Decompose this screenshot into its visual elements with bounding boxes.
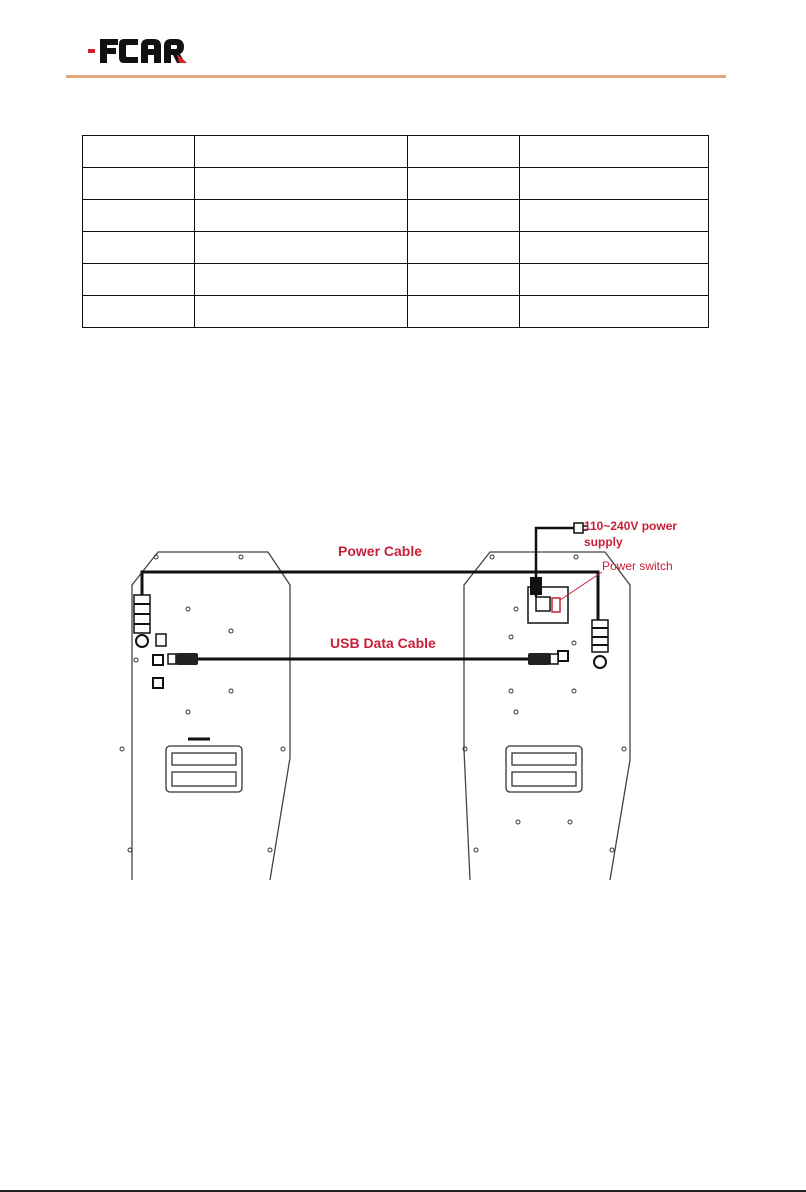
table-cell <box>520 136 709 168</box>
table-cell <box>194 168 408 200</box>
left-usb-port <box>153 655 163 665</box>
table-cell <box>408 296 520 328</box>
power-switch <box>552 598 560 612</box>
table-cell <box>194 296 408 328</box>
table-cell <box>194 200 408 232</box>
table-row <box>83 232 709 264</box>
table-cell <box>194 136 408 168</box>
usb-cable-right-plug <box>528 653 558 665</box>
header-rule <box>66 75 726 78</box>
table-row <box>83 168 709 200</box>
right-round-port <box>594 656 606 668</box>
table-row <box>83 296 709 328</box>
logo-letter-f <box>100 39 118 63</box>
usb-cable-label: USB Data Cable <box>330 635 436 651</box>
table-row <box>83 264 709 296</box>
table-cell <box>83 168 195 200</box>
table-cell <box>83 264 195 296</box>
table-cell <box>520 200 709 232</box>
table-cell <box>194 264 408 296</box>
logo-letter-a <box>141 39 161 63</box>
table-cell <box>520 296 709 328</box>
fcar-logo <box>88 34 188 66</box>
table-cell <box>408 136 520 168</box>
power-inlet-socket <box>536 597 550 611</box>
table-cell <box>83 232 195 264</box>
left-power-connector <box>134 595 150 633</box>
table-cell <box>408 200 520 232</box>
table-cell <box>408 232 520 264</box>
table-cell <box>408 264 520 296</box>
right-usb-port <box>558 651 568 661</box>
left-usb-port-2 <box>153 678 163 688</box>
table-cell <box>520 168 709 200</box>
power-cable-label: Power Cable <box>338 543 423 559</box>
table-cell <box>520 264 709 296</box>
left-handle <box>166 739 242 792</box>
supply-plug <box>530 577 542 595</box>
right-handle <box>506 746 582 792</box>
table-cell <box>83 136 195 168</box>
switch-label: Power switch <box>602 559 673 573</box>
left-hdmi-port <box>156 634 166 646</box>
supply-label-line1: 110~240V power <box>584 519 678 533</box>
left-round-port <box>136 635 148 647</box>
logo-letter-c <box>119 39 138 63</box>
connection-diagram <box>100 510 720 882</box>
left-cabinet-outline <box>132 552 290 880</box>
table-cell <box>520 232 709 264</box>
table-cell <box>408 168 520 200</box>
table-cell <box>194 232 408 264</box>
table-cell <box>83 296 195 328</box>
table-cell <box>83 200 195 232</box>
table-row <box>83 200 709 232</box>
usb-cable-left-plug <box>168 653 198 665</box>
logo-dash <box>88 49 95 53</box>
switch-leader-line <box>560 572 602 600</box>
spec-table <box>82 135 709 328</box>
supply-label-line2: supply <box>584 535 623 549</box>
right-power-connector <box>592 620 608 652</box>
table-row <box>83 136 709 168</box>
